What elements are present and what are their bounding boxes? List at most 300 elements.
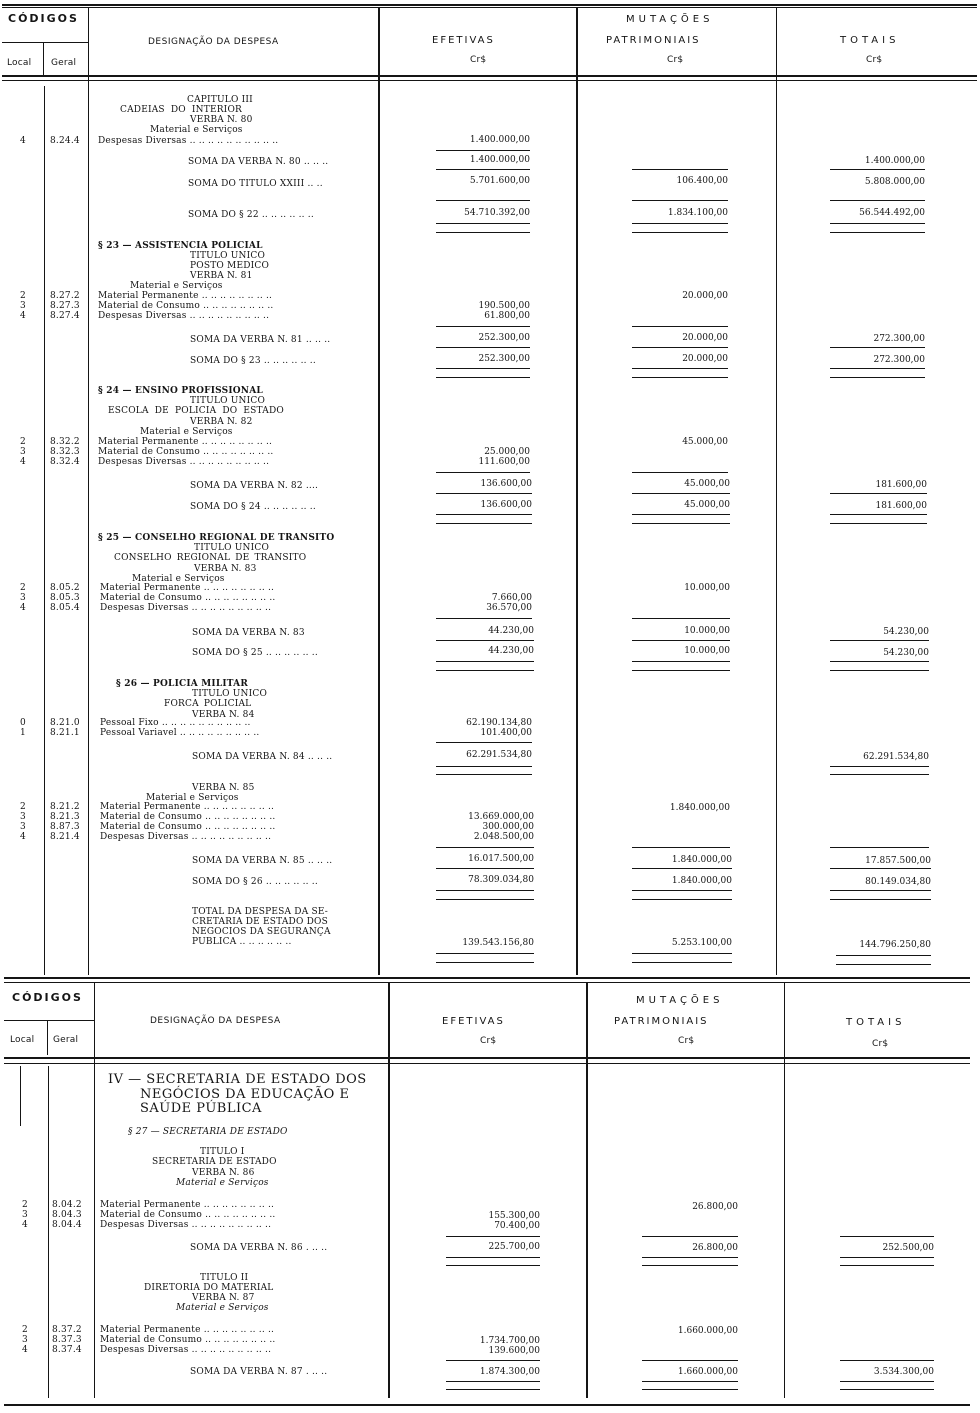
soma86-tot: 252.500,00: [882, 1243, 934, 1253]
soma22-mut: 1.834.100,00: [667, 208, 728, 218]
mut-cell: 45.000,00: [682, 437, 728, 447]
soma24-tot: 181.600,00: [875, 501, 927, 511]
underline: [642, 1389, 738, 1390]
local-cell: 4: [22, 1345, 28, 1355]
soma81-tot: 272.300,00: [873, 334, 925, 344]
cap3: CAPITULO III: [187, 95, 253, 105]
underline: [446, 1265, 540, 1266]
underline: [830, 640, 929, 641]
verba80: VERBA N. 80: [190, 115, 253, 125]
ms82: Material e Serviços: [140, 427, 233, 437]
efet-cell: 61.800,00: [484, 311, 530, 321]
underline: [830, 200, 925, 201]
soma80-tot: 1.400.000,00: [864, 156, 925, 166]
geral-cell: 8.87.3: [50, 822, 80, 832]
col-line-mut: [784, 983, 785, 1398]
s26-titulo: TITULO UNICO: [192, 689, 268, 699]
ms80: Material e Serviços: [150, 125, 243, 135]
geral-cell: 8.21.2: [50, 802, 80, 812]
s26-heading: § 26 — POLICIA MILITAR: [116, 679, 249, 689]
local-cell: 2: [20, 802, 26, 812]
ms81: Material e Serviços: [130, 281, 223, 291]
soma80-label: SOMA DA VERBA N. 80 .. .. ..: [188, 157, 329, 167]
underline: [436, 890, 534, 891]
soma87-tot: 3.534.300,00: [873, 1367, 934, 1377]
header-local: Local: [10, 1035, 35, 1045]
underline: [840, 1360, 934, 1361]
total-tot: 144.796.250,80: [859, 940, 931, 950]
s25-conselho: CONSELHO REGIONAL DE TRANSITO: [114, 553, 307, 563]
ms86: Material e Serviços: [176, 1178, 269, 1188]
somaXXIII-label: SOMA DO TITULO XXIII .. ..: [188, 179, 323, 189]
efet-cell: 300.000,00: [482, 822, 534, 832]
soma22-efet: 54.710.392,00: [464, 208, 530, 218]
underline: [632, 472, 728, 473]
header-bottom-border-2: [2, 80, 977, 81]
underline: [830, 523, 927, 524]
codigos-divider: [2, 42, 88, 43]
somaXXIII-efet: 5.701.600,00: [469, 176, 530, 186]
soma86-mut: 26.800,00: [692, 1243, 738, 1253]
codigos-divider: [4, 1020, 94, 1021]
soma84-label: SOMA DA VERBA N. 84 .. .. ..: [192, 752, 333, 762]
desc-cell: Material de Consumo .. .. .. .. .. .. .. ..: [98, 301, 274, 311]
table-separator-2: [4, 982, 970, 983]
codigos-split: [43, 43, 44, 75]
underline: [436, 774, 532, 775]
soma26-mut: 1.840.000,00: [671, 876, 732, 886]
geral-cell: 8.24.4: [50, 136, 80, 146]
verba85: VERBA N. 85: [192, 783, 255, 793]
header-local: Local: [7, 58, 32, 68]
soma82-mut: 45.000,00: [684, 479, 730, 489]
header-mutacoes: MUTAÇÕES: [626, 14, 714, 25]
underline: [436, 670, 534, 671]
local-cell: 3: [20, 822, 26, 832]
header-efetivas: EFETIVAS: [442, 1016, 505, 1027]
desc-cell: Material de Consumo .. .. .. .. .. .. .. ..: [98, 447, 274, 457]
underline: [632, 953, 732, 954]
desc-cell: Despesas Diversas .. .. .. .. .. .. .. .. ..: [100, 1345, 272, 1355]
geral-cell: 8.04.4: [52, 1220, 82, 1230]
efet-cell: 155.300,00: [488, 1211, 540, 1221]
desc-cell: Material de Consumo .. .. .. .. .. .. .. ..: [100, 822, 276, 832]
header-cr-efetivas: Cr$: [480, 1036, 497, 1046]
soma22-tot: 56.544.492,00: [859, 208, 925, 218]
soma26-efet: 78.309.034,80: [468, 875, 534, 885]
s26-forca: FORCA POLICIAL: [164, 699, 252, 709]
underline: [446, 1389, 540, 1390]
underline: [436, 523, 532, 524]
soma24-mut: 45.000,00: [684, 500, 730, 510]
soma26-label: SOMA DO § 26 .. .. .. .. .. ..: [192, 877, 318, 887]
geral-cell: 8.32.3: [50, 447, 80, 457]
col-line-margin: [20, 1066, 21, 1126]
t1-titulo: TITULO I: [200, 1147, 245, 1157]
iv-line-2: NEGÓCIOS DA EDUCAÇÃO E: [140, 1087, 350, 1102]
underline: [436, 640, 534, 641]
verba84: VERBA N. 84: [192, 710, 255, 720]
soma83-tot: 54.230,00: [883, 627, 929, 637]
soma85-efet: 16.017.500,00: [468, 854, 534, 864]
underline: [830, 890, 931, 891]
total-efet: 139.543.156,80: [462, 938, 534, 948]
soma81-mut: 20.000,00: [682, 333, 728, 343]
verba83: VERBA N. 83: [194, 564, 257, 574]
desc-cell: Despesas Diversas .. .. .. .. .. .. .. .. ..: [100, 832, 272, 842]
local-cell: 2: [22, 1200, 28, 1210]
underline: [632, 326, 728, 327]
desc-cell: Material de Consumo .. .. .. .. .. .. .. ..: [100, 593, 276, 603]
iv-line-3: SAÚDE PÚBLICA: [140, 1101, 262, 1116]
underline: [446, 1236, 540, 1237]
efet-cell: 139.600,00: [488, 1346, 540, 1356]
underline: [436, 868, 534, 869]
underline: [632, 847, 730, 848]
soma86-efet: 225.700,00: [488, 1242, 540, 1252]
underline: [632, 661, 730, 662]
underline: [830, 347, 925, 348]
geral-cell: 8.21.0: [50, 718, 80, 728]
ms87: Material e Serviços: [176, 1303, 269, 1313]
underline: [840, 1381, 934, 1382]
underline: [436, 742, 532, 743]
col-line-local: [44, 86, 45, 975]
local-cell: 2: [22, 1325, 28, 1335]
local-cell: 4: [22, 1220, 28, 1230]
underline: [632, 200, 728, 201]
header-bottom-border: [2, 75, 977, 77]
local-cell: 1: [20, 728, 26, 738]
underline: [436, 618, 532, 619]
underline: [436, 661, 534, 662]
underline: [642, 1236, 738, 1237]
bottom-border: [4, 1404, 970, 1406]
soma23-efet: 252.300,00: [478, 354, 530, 364]
underline: [830, 377, 925, 378]
underline: [436, 766, 532, 767]
local-cell: 4: [20, 832, 26, 842]
underline: [632, 523, 730, 524]
geral-cell: 8.32.2: [50, 437, 80, 447]
header-efetivas: EFETIVAS: [432, 35, 495, 46]
underline: [446, 1257, 540, 1258]
col-line-local: [48, 1066, 49, 1398]
total-line-4: PUBLICA .. .. .. .. .. ..: [192, 937, 292, 947]
soma87-label: SOMA DA VERBA N. 87 . .. ..: [190, 1367, 328, 1377]
header-codigos: CÓDIGOS: [8, 12, 79, 25]
local-cell: 3: [22, 1335, 28, 1345]
header-designacao: DESIGNAÇÃO DA DESPESA: [148, 37, 279, 47]
desc-cell: Despesas Diversas .. .. .. .. .. .. .. .. .. ..: [98, 136, 279, 146]
ms85: Material e Serviços: [146, 793, 239, 803]
mut-cell: 1.840.000,00: [669, 803, 730, 813]
underline: [436, 232, 530, 233]
desc-cell: Material Permanente .. .. .. .. .. .. .. ..: [100, 1325, 275, 1335]
col-line-desc: [388, 983, 390, 1398]
underline: [632, 514, 730, 515]
geral-cell: 8.37.2: [52, 1325, 82, 1335]
underline: [446, 1381, 540, 1382]
underline: [632, 493, 730, 494]
underline: [436, 368, 530, 369]
underline: [830, 847, 929, 848]
col-line-codes: [94, 983, 95, 1398]
s24-escola: ESCOLA DE POLICIA DO ESTADO: [108, 406, 284, 416]
soma84-efet: 62.291.534,80: [466, 750, 532, 760]
local-cell: 3: [20, 812, 26, 822]
header-patrimoniais: PATRIMONIAIS: [606, 35, 701, 46]
local-cell: 2: [20, 437, 26, 447]
underline: [830, 661, 929, 662]
underline: [632, 232, 728, 233]
col-line-efet: [586, 983, 588, 1398]
s25-titulo: TITULO UNICO: [194, 543, 270, 553]
efet-cell: 7.660,00: [491, 593, 532, 603]
geral-cell: 8.05.3: [50, 593, 80, 603]
underline: [830, 232, 925, 233]
underline: [632, 377, 728, 378]
somaXXIII-mut: 106.400,00: [676, 176, 728, 186]
col-line-desc: [378, 8, 380, 975]
underline: [632, 640, 730, 641]
efet-cell: 101.400,00: [480, 728, 532, 738]
underline: [840, 1236, 934, 1237]
soma26-tot: 80.149.034,80: [865, 877, 931, 887]
codigos-split: [47, 1021, 48, 1055]
top-border-2: [2, 7, 977, 8]
desc-cell: Despesas Diversas .. .. .. .. .. .. .. .. ..: [98, 457, 270, 467]
soma23-tot: 272.300,00: [873, 355, 925, 365]
soma22-label: SOMA DO § 22 .. .. .. .. .. ..: [188, 210, 314, 220]
verba86: VERBA N. 86: [192, 1168, 255, 1178]
col-line-mut: [776, 8, 777, 975]
geral-cell: 8.21.1: [50, 728, 80, 738]
underline: [642, 1360, 738, 1361]
geral-cell: 8.37.3: [52, 1335, 82, 1345]
geral-cell: 8.05.2: [50, 583, 80, 593]
mut-cell: 26.800,00: [692, 1202, 738, 1212]
header-totais: TOTAIS: [846, 1017, 906, 1028]
header-geral: Geral: [53, 1035, 79, 1045]
efet-cell: 13.669.000,00: [468, 812, 534, 822]
underline: [830, 223, 925, 224]
t2-diretoria: DIRETORIA DO MATERIAL: [144, 1283, 274, 1293]
s27-heading: § 27 — SECRETARIA DE ESTADO: [128, 1127, 288, 1137]
header-bottom-border: [4, 1057, 970, 1059]
soma24-label: SOMA DO § 24 .. .. .. .. .. ..: [190, 502, 316, 512]
verba87: VERBA N. 87: [192, 1293, 255, 1303]
desc-cell: Pessoal Variavel .. .. .. .. .. .. .. .. ..: [100, 728, 260, 738]
underline: [436, 150, 530, 151]
underline: [632, 899, 732, 900]
underline: [632, 368, 728, 369]
underline: [632, 618, 730, 619]
underline: [642, 1381, 738, 1382]
cadeias: CADEIAS DO INTERIOR: [120, 105, 242, 115]
desc-cell: Material Permanente .. .. .. .. .. .. .. ..: [100, 802, 275, 812]
geral-cell: 8.05.4: [50, 603, 80, 613]
geral-cell: 8.04.3: [52, 1210, 82, 1220]
t2-titulo: TITULO II: [200, 1273, 249, 1283]
header-patrimoniais: PATRIMONIAIS: [614, 1016, 709, 1027]
underline: [436, 953, 534, 954]
desc-cell: Pessoal Fixo .. .. .. .. .. .. .. .. .. ..: [100, 718, 251, 728]
underline: [436, 169, 530, 170]
ms83: Material e Serviços: [132, 574, 225, 584]
soma85-mut: 1.840.000,00: [671, 855, 732, 865]
desc-cell: Despesas Diversas .. .. .. .. .. .. .. .. ..: [98, 311, 270, 321]
soma82-label: SOMA DA VERBA N. 82 ....: [190, 481, 319, 491]
efet-cell: 190.500,00: [478, 301, 530, 311]
soma82-tot: 181.600,00: [875, 480, 927, 490]
underline: [446, 1360, 540, 1361]
table-separator: [4, 977, 970, 979]
underline: [436, 493, 532, 494]
total-line-1: TOTAL DA DESPESA DA SE-: [192, 907, 329, 917]
desc-cell: Material Permanente .. .. .. .. .. .. .. ..: [100, 583, 275, 593]
somaXXIII-tot: 5.808.000,00: [864, 177, 925, 187]
geral-cell: 8.21.3: [50, 812, 80, 822]
underline: [632, 868, 732, 869]
underline: [830, 766, 929, 767]
underline: [840, 1389, 934, 1390]
underline: [436, 514, 532, 515]
soma25-tot: 54.230,00: [883, 648, 929, 658]
underline: [632, 347, 728, 348]
header-cr-mutacoes: Cr$: [667, 55, 684, 65]
soma25-label: SOMA DO § 25 .. .. .. .. .. ..: [192, 648, 318, 658]
efet-cell: 1.734.700,00: [479, 1336, 540, 1346]
local-cell: 3: [22, 1210, 28, 1220]
efet-cell: 62.190.134,80: [466, 718, 532, 728]
verba81: VERBA N. 81: [190, 271, 253, 281]
underline: [436, 223, 530, 224]
soma84-tot: 62.291.534,80: [863, 752, 929, 762]
header-mutacoes: MUTAÇÕES: [636, 995, 724, 1006]
soma81-efet: 252.300,00: [478, 333, 530, 343]
desc-cell: Despesas Diversas .. .. .. .. .. .. .. .. ..: [100, 603, 272, 613]
desc-cell: Material de Consumo .. .. .. .. .. .. .. ..: [100, 1335, 276, 1345]
soma85-label: SOMA DA VERBA N. 85 .. .. ..: [192, 856, 333, 866]
efet-cell: 25.000,00: [484, 447, 530, 457]
underline: [830, 493, 927, 494]
soma24-efet: 136.600,00: [480, 500, 532, 510]
s23-heading: § 23 — ASSISTENCIA POLICIAL: [98, 241, 263, 251]
underline: [830, 169, 925, 170]
s23-posto: POSTO MEDICO: [190, 261, 270, 271]
soma85-tot: 17.857.500,00: [865, 856, 931, 866]
desc-cell: Material Permanente .. .. .. .. .. .. .. ..: [98, 291, 273, 301]
header-cr-efetivas: Cr$: [470, 55, 487, 65]
underline: [642, 1265, 738, 1266]
geral-cell: 8.37.4: [52, 1345, 82, 1355]
underline: [436, 377, 530, 378]
t1-secretaria: SECRETARIA DE ESTADO: [152, 1157, 277, 1167]
underline: [632, 670, 730, 671]
iv-line-1: IV — SECRETARIA DE ESTADO DOS: [108, 1072, 367, 1087]
underline: [632, 169, 728, 170]
desc-cell: Material Permanente .. .. .. .. .. .. .. ..: [98, 437, 273, 447]
total-mut: 5.253.100,00: [671, 938, 732, 948]
efet-cell: 111.600,00: [478, 457, 530, 467]
col-line-codes: [88, 8, 89, 975]
efet-cell: 36.570,00: [486, 603, 532, 613]
soma81-label: SOMA DA VERBA N. 81 .. .. ..: [190, 335, 331, 345]
soma23-mut: 20.000,00: [682, 354, 728, 364]
underline: [436, 347, 530, 348]
underline: [632, 962, 732, 963]
desc-cell: Despesas Diversas .. .. .. .. .. .. .. .. ..: [100, 1220, 272, 1230]
local-cell: 2: [20, 583, 26, 593]
local-cell: 4: [20, 603, 26, 613]
desc-cell: Material de Consumo .. .. .. .. .. .. .. ..: [100, 812, 276, 822]
mut-cell: 10.000,00: [684, 583, 730, 593]
underline: [436, 847, 534, 848]
soma25-efet: 44.230,00: [488, 646, 534, 656]
header-geral: Geral: [51, 58, 77, 68]
local-cell: 4: [20, 457, 26, 467]
verba82: VERBA N. 82: [190, 417, 253, 427]
geral-cell: 8.32.4: [50, 457, 80, 467]
desc-cell: Material de Consumo .. .. .. .. .. .. .. ..: [100, 1210, 276, 1220]
header-codigos: CÓDIGOS: [12, 991, 83, 1004]
s25-heading: § 25 — CONSELHO REGIONAL DE TRANSITO: [98, 533, 335, 543]
local-cell: 2: [20, 291, 26, 301]
header-bottom-border-2: [4, 1063, 970, 1064]
soma83-efet: 44.230,00: [488, 626, 534, 636]
efet-cell: 2.048.500,00: [473, 832, 534, 842]
underline: [836, 955, 931, 956]
underline: [830, 899, 931, 900]
local-cell: 3: [20, 447, 26, 457]
local-cell: 3: [20, 301, 26, 311]
mut-cell: 1.660.000,00: [677, 1326, 738, 1336]
underline: [632, 223, 728, 224]
soma23-label: SOMA DO § 23 .. .. .. .. .. ..: [190, 356, 316, 366]
soma87-efet: 1.874.300,00: [479, 1367, 540, 1377]
header-cr-totais: Cr$: [872, 1039, 889, 1049]
local-cell: 0: [20, 718, 26, 728]
underline: [436, 326, 530, 327]
local-cell: 4: [20, 136, 26, 146]
local-cell: 3: [20, 593, 26, 603]
s24-heading: § 24 — ENSINO PROFISSIONAL: [98, 386, 263, 396]
underline: [840, 1257, 934, 1258]
header-designacao: DESIGNAÇÃO DA DESPESA: [150, 1016, 281, 1026]
header-cr-mutacoes: Cr$: [678, 1036, 695, 1046]
underline: [840, 1265, 934, 1266]
desc-cell: Material Permanente .. .. .. .. .. .. .. ..: [100, 1200, 275, 1210]
geral-cell: 8.27.3: [50, 301, 80, 311]
soma25-mut: 10.000,00: [684, 646, 730, 656]
underline: [436, 962, 534, 963]
soma82-efet: 136.600,00: [480, 479, 532, 489]
underline: [830, 774, 929, 775]
soma83-label: SOMA DA VERBA N. 83: [192, 628, 305, 638]
underline: [436, 899, 534, 900]
underline: [436, 200, 530, 201]
underline: [436, 472, 530, 473]
header-cr-totais: Cr$: [866, 55, 883, 65]
geral-cell: 8.27.4: [50, 311, 80, 321]
underline: [642, 1257, 738, 1258]
total-line-2: CRETARIA DE ESTADO DOS: [192, 917, 328, 927]
underline: [830, 368, 925, 369]
underline: [632, 890, 732, 891]
s23-titulo: TITULO UNICO: [190, 251, 266, 261]
top-border: [2, 4, 977, 6]
